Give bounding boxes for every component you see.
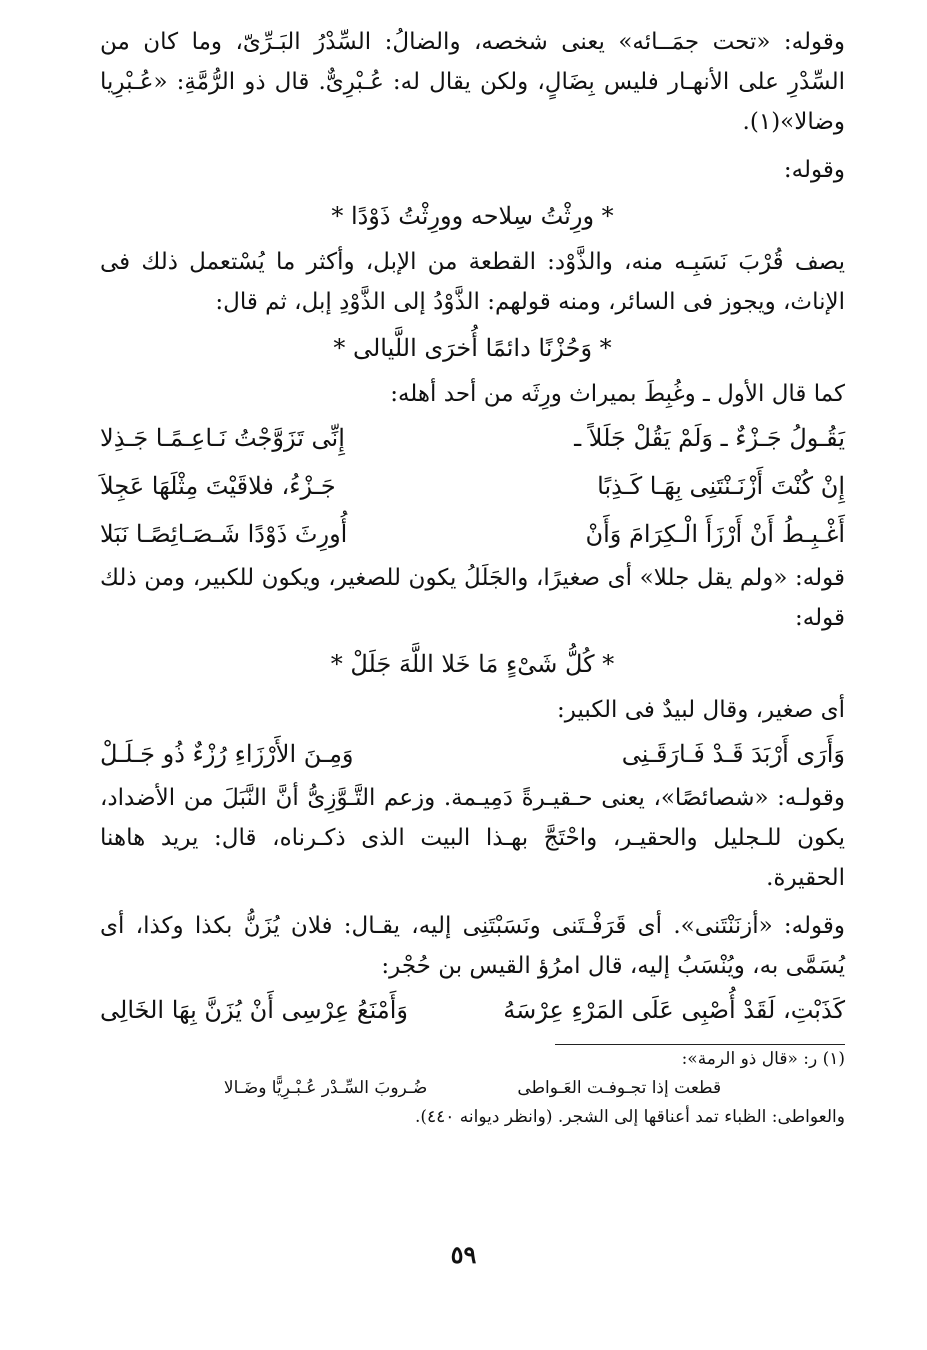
verse-hemistich-left: إِنِّى تَزَوَّجْتُ نَـاعِـمًـا جَـذِلا	[100, 424, 345, 452]
verse-line	[100, 510, 845, 558]
verse-line	[100, 986, 845, 1034]
paragraph-7: وقولـه: «شصائصًا»، يعنى حـقيـرةً دَمِيـمة. وزعم التَّـوَّزِىُّ أنَّ النَّبَلَ من الأضداد، يكون للـجليل والحقيـر، واحْتَجَّ بهـذا البيت الذى ذكـرناه، قال: يريد هاهنا الحقيرة.	[100, 785, 845, 891]
paragraph-3: يصف قُرْبَ نَسَبِـه منه، والذَّوْد: القطعة من الإبل، وأكثر ما يُسْتعمل ذلك فى الإناث، ويجوز فى السائر، ومنه قولهم: الذَّوْدُ إلى الذَّوْدِ إبل، ثم قال:	[100, 249, 845, 315]
center-verse-1: * ورِثْتُ سِلاحه وورِثْتُ ذَوْدًا *	[331, 202, 614, 230]
verse-hemistich-left: جَـزْءُ، فلاقَيْتَ مِثْلَهَا عَجِلاَ	[100, 472, 336, 500]
verse-hemistich-left: أُورِثَ ذَوْدًا شَـصَـائِصًـا نَبَلا	[100, 520, 348, 548]
footnote-verse-right: قطعت إذا تجـوفـت العَـواطى	[517, 1078, 722, 1098]
page-body	[100, 22, 845, 1131]
verse-hemistich-right: كَذَبْتِ، لَقَدْ أُصْبِى عَلَى المَرْءِ عِرْسَهُ	[503, 996, 845, 1024]
verse-hemistich-right: إِنْ كُنْتَ أَزْنَـنْتَنِى بِهَـا كَـذِبًا	[597, 472, 845, 500]
verse-hemistich-right: أَغْـبِـطُ أَنْ أَرْزَأَ الْـكِرَامَ وَأَنْ	[585, 520, 845, 548]
center-verse-2: * وَحُزْنًا دائمًا أُخرَى اللَّيالى *	[333, 334, 612, 362]
verse-hemistich-left: وَأَمْنَعُ عِرْسِى أَنْ يُزَنَّ بِهَا الخَالِى	[100, 996, 408, 1024]
paragraph-5: قوله: «ولم يقل جللا» أى صغيرًا، والجَلَلُ يكون للصغير، ويكون للكبير، ومن ذلك قوله:	[100, 565, 845, 631]
verse-hemistich-left: وَمِـنَ الأَرْزَاءِ رُزْءٌ ذُو جَـلَـلْ	[100, 740, 354, 768]
paragraph-4: كما قال الأول ـ وغُبِطَ بميراث ورِثَه من أحد أهله:	[390, 381, 845, 407]
verse-hemistich-right: يَقُـولُ جَـزْءٌ ـ وَلَمْ يَقُلْ جَلَلاً ـ	[574, 424, 845, 452]
footnote-verse-left: ضُـروبَ السِّـدْر عُـبْـرِيًّا وضَـالا	[223, 1078, 428, 1098]
paragraph-2: وقوله:	[783, 157, 845, 183]
verse-hemistich-right: وَأَرَى أَرْبَدَ قَـدْ فَـارَقَـنِى	[621, 740, 845, 768]
paragraph-6: أى صغير، وقال لبيدٌ فى الكبير:	[557, 697, 845, 723]
center-verse-3: * كُلُّ شَىْءٍ مَا خَلا اللَّهَ جَلَلْ *	[330, 650, 615, 678]
verse-line	[100, 462, 845, 510]
page-number: ٥٩	[450, 1240, 477, 1269]
paragraph-8: وقوله: «أزنَنْتَنى». أى قَرَفْـتَنى ونَسَبْتَنِى إليه، يقـال: فلان يُزَنُّ بكذا وكذا، أى يُسَمَّى به، ويُنْسَبُ إليه، قال امرُؤ القيس بن حُجْر:	[100, 913, 845, 979]
footnote-note: والعواطى: الظباء تمد أعناقها إلى الشجر. (وانظر ديوانه ٤٤٠).	[414, 1107, 845, 1127]
paragraph-1: وقوله: «تحت جمَــائه» يعنى شخصه، والضالُ: السِّدْرُ البَـرِّىّ، وما كان من السِّدْرِ على الأنهـار فليس بِضَالٍ، ولكن يقال له: عُـبْرِىٌّ. قال ذو الرُّمَّةِ: «عُـبْرِيا وضالا»(١).	[100, 29, 845, 135]
verse-line	[100, 730, 845, 778]
footnote-ref: (١) ر: «قال ذو الرمة»:	[681, 1049, 845, 1069]
footnote-verse	[100, 1073, 845, 1103]
verse-line	[100, 414, 845, 462]
